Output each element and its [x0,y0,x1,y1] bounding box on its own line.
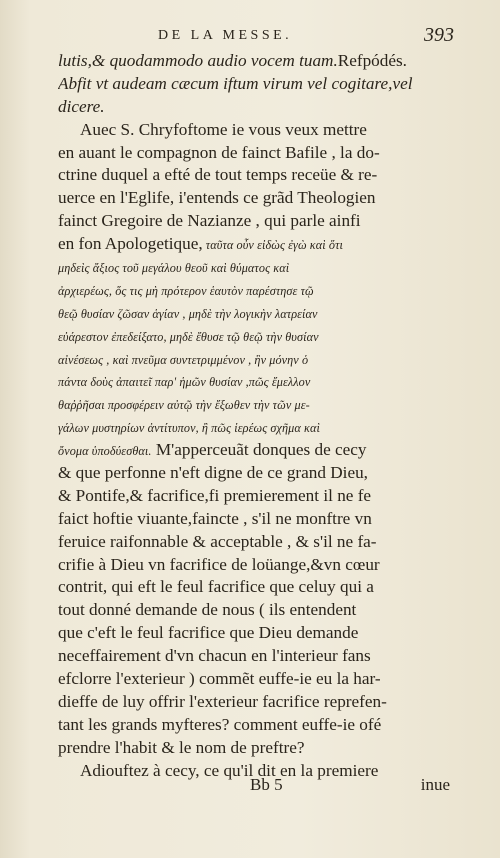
french-text: neceffairement d'vn chacun en l'interieur fans [58,646,371,666]
french-text: contrit, qui eft le feul facrifice que celuy qui a [58,577,374,597]
french-text: en fon Apologetique, [58,234,203,254]
greek-text: ταῦτα οὖν εἰδὼς ἐγὼ καὶ ὅτι [202,238,344,253]
french-text: ctrine duquel a efté de tout temps receüe & re- [58,165,378,185]
greek-text: ὄνομα ὑποδύεσθαι. [58,444,152,459]
text-line [58,462,456,485]
french-text: efclorre l'exterieur ) commẽt euffe-ie eu la har- [58,669,381,689]
french-text: M'apperceuãt donques de cecy [151,440,367,460]
greek-text: θεῷ θυσίαν ζῶσαν ἁγίαν , μηδὲ τὴν λογικὴν λατρείαν [58,306,318,321]
french-text: feruice raifonnable & acceptable , & s'il ne fa- [58,531,377,551]
french-text: & que perfonne n'eft digne de ce grand Dieu, [58,463,368,483]
french-text: prendre l'habit & le nom de preftre? [58,737,305,757]
text-line [58,393,456,416]
text-line [58,164,456,187]
greek-text: γάλων μυστηρίων ἀντίτυπον, ἢ πῶς ἱερέως σχῆμα καὶ [58,421,320,436]
text-line [58,554,456,577]
signature-mark: Bb 5 [250,775,283,794]
text-line [58,599,456,622]
greek-text: εὐάρεστον ἐπεδείξατο, μηδὲ ἔθυσε τῷ θεῷ τὴν θυσίαν [58,329,319,344]
page-number: 393 [424,24,454,46]
text-line [58,622,456,645]
text-line [58,210,456,233]
text-line [58,737,456,760]
text-line [58,279,456,302]
french-text: Refpódés. [337,51,407,70]
french-text: Adiouftez à cecy, ce qu'il dit en la premiere [80,760,379,780]
text-line [58,119,456,142]
french-text: faict hoftie viuante,faincte , s'il ne monftre vn [58,508,372,528]
greek-text: θαῤῥῆσαι προσφέρειν αὐτῷ τὴν ἔξωθεν τὴν τῶν με- [58,398,310,413]
text-line [58,668,456,691]
page-header [62,24,454,48]
catchword: inue [420,775,450,794]
latin-text: dicere. [58,96,105,116]
text-line [58,439,456,462]
text-line [58,142,456,165]
latin-text: Abfit vt audeam cæcum iftum virum vel cogitare,vel [58,73,413,93]
text-line [58,714,456,737]
french-text: fainct Gregoire de Nazianze , qui parle ainfi [58,211,361,231]
text-line [58,325,456,348]
french-text: que c'eft le feul facrifice que Dieu demande [58,623,359,643]
running-head: DE LA MESSE. [158,28,293,43]
latin-text: lutis,& quodammodo audio vocem tuam. [58,51,338,70]
text-line [58,416,456,439]
text-line [58,531,456,554]
text-line [58,96,456,119]
french-text: crifie à Dieu vn facrifice de loüange,&vn cœur [58,554,380,574]
text-line [58,187,456,210]
greek-text: πάντα δοὺς ἀπαιτεῖ παρ' ἡμῶν θυσίαν ,πῶς ἔμελλον [58,375,311,390]
text-line [58,485,456,508]
text-line [58,256,456,279]
greek-text: ἀρχιερέως, ὅς τις μὴ πρότερον ἑαυτὸν παρέστησε τῷ [58,283,314,298]
text-line [58,348,456,371]
greek-text: αἰνέσεως , καὶ πνεῦμα συντετριμμένον , ἣν μόνην ὁ [58,352,309,367]
text-line [58,576,456,599]
text-line [58,233,456,256]
french-text: en auant le compagnon de fainct Bafile , la do- [58,142,380,162]
text-line [58,73,456,96]
french-text: uerce en l'Eglife, i'entends ce grãd Theologien [58,188,376,208]
body-text [58,50,456,783]
text-line [58,302,456,325]
page-footer [250,775,450,799]
greek-text: μηδεὶς ἄξιος τοῦ μεγάλου θεοῦ καὶ θύματος καὶ [58,261,290,276]
text-line [58,645,456,668]
text-line [58,508,456,531]
text-line [58,370,456,393]
french-text: dieffe de luy offrir l'exterieur facrifice reprefen- [58,691,387,711]
text-line [58,50,456,73]
french-text: & Pontife,& facrifice,fi premierement il ne fe [58,485,372,505]
french-text: tant les grands myfteres? comment euffe-ie ofé [58,714,382,734]
text-line [58,691,456,714]
french-text: Auec S. Chryfoftome ie vous veux mettre [80,119,367,139]
french-text: tout donné demande de nous ( ils entendent [58,600,357,620]
